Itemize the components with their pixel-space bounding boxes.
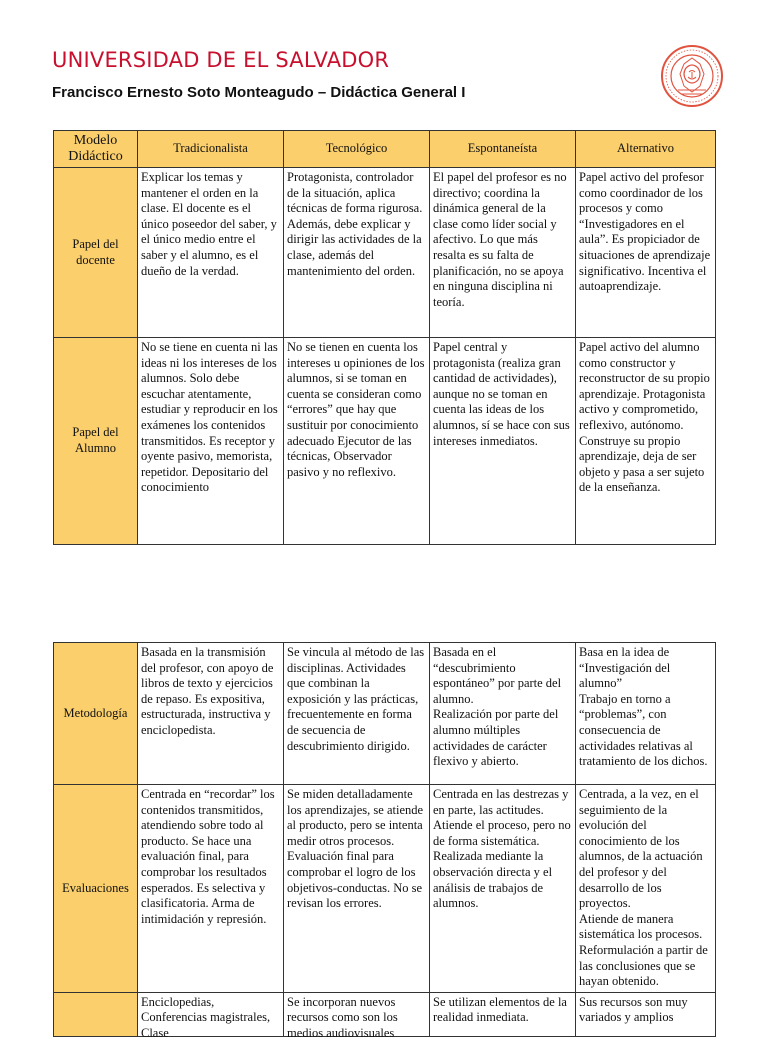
table-cell: Basada en la transmisión del profesor, con apoyo de libros de texto y ejercicios de repaso. Es expositiva, estructurada, instructiva y enciclopedista. [138, 643, 284, 785]
table-cell: No se tienen en cuenta los intereses u opiniones de los alumnos, si se toman en cuenta se consideran como “errores” que hay que sustituir por conocimiento adecuado Ejecutor de las técnicas, Observador pasivo y no reflexivo. [284, 338, 430, 545]
row-header: Papel del docente [54, 168, 138, 338]
table-cell [284, 992, 430, 1040]
row-header [54, 992, 138, 1036]
cell-text: Se incorporan nuevos recursos como son los medios audiovisuales [287, 994, 398, 1040]
column-header: Espontaneísta [430, 131, 576, 168]
cell-text: Enciclopedias, Conferencias magistrales, Clase [141, 994, 271, 1040]
table-cell [138, 992, 284, 1040]
table-cell: Centrada, a la vez, en el seguimiento de la evolución del conocimiento de los alumnos, de la actuación del profesor y del desarrollo de los proyectos. Atiende de manera sistemática los procesos. Reformulación a partir de las conclusiones que se hayan obtenido. [576, 785, 716, 993]
table-cell: Se vincula al método de las disciplinas. Actividades que combinan la exposición y las prácticas, frecuentemente en forma de secuencia de descubrimiento dirigido. [284, 643, 430, 785]
table-cell: El papel del profesor es no directivo; coordina la dinámica general de la clase como líder social y afectivo. Lo que más resalta es su falta de planificación, no se apoya en ninguna disciplina ni teoría. [430, 168, 576, 338]
university-seal-icon [660, 44, 724, 108]
table-cell: Explicar los temas y mantener el orden en la clase. El docente es el único poseedor del saber, y el único medio entre el saber y el alumno, es el dueño de la verdad. [138, 168, 284, 338]
row-header: Metodología [54, 643, 138, 785]
table-header-row [54, 131, 716, 168]
table-row [54, 168, 716, 338]
table-cell: Basa en la idea de “Investigación del alumno” Trabajo en torno a “problemas”, con consecuencia de actividades relativas al tratamiento de los dichos. [576, 643, 716, 785]
document-subtitle: Francisco Ernesto Soto Monteagudo – Didáctica General I [52, 84, 466, 101]
table-row [54, 785, 716, 993]
column-header: Tradicionalista [138, 131, 284, 168]
university-title: UNIVERSIDAD DE EL SALVADOR [52, 48, 390, 72]
didactic-models-table [53, 130, 716, 545]
row-header: Evaluaciones [54, 785, 138, 993]
table-cell [430, 992, 576, 1036]
table-cell [576, 992, 716, 1036]
table-row [54, 338, 716, 545]
table-cell: No se tiene en cuenta ni las ideas ni los intereses de los alumnos. Solo debe escuchar atentamente, estudiar y reproducir en los exámenes los contenidos transmitidos. Es receptor y oyente pasivo, memorista, repetidor. Depositario del conocimiento [138, 338, 284, 545]
table-cell: Se miden detalladamente los aprendizajes, se atiende al producto, pero se intenta medir otros procesos. Evaluación final para comprobar el logro de los objetivos-conductas. No se revisan los errores. [284, 785, 430, 993]
table-cell: Centrada en “recordar” los contenidos transmitidos, atendiendo sobre todo al producto. Se hace una evaluación final, para comprobar los resultados esperados. Es selectiva y clasificatoria. Arma de intimidación y represión. [138, 785, 284, 993]
table-cell: Protagonista, controlador de la situación, aplica técnicas de forma rigurosa. Además, debe explicar y dirigir las actividades de la clase, además del mantenimiento del orden. [284, 168, 430, 338]
table-row [54, 643, 716, 785]
column-header: Modelo Didáctico [54, 131, 138, 168]
table-cell: Centrada en las destrezas y en parte, las actitudes. Atiende el proceso, pero no de forma sistemática. Realizada mediante la observación directa y el análisis de trabajos de alumnos. [430, 785, 576, 993]
cell-text: Se utilizan elementos de la realidad inmediata. [433, 994, 567, 1025]
table-cell: Basada en el “descubrimiento espontáneo” por parte del alumno. Realización por parte del alumno múltiples actividades de carácter flexivo y abierto. [430, 643, 576, 785]
row-header: Papel del Alumno [54, 338, 138, 545]
column-header: Alternativo [576, 131, 716, 168]
didactic-models-table-continued [53, 642, 716, 1040]
table-row [54, 992, 716, 1036]
table-cell: Papel activo del alumno como constructor y reconstructor de su propio aprendizaje. Protagonista activo y comprometido, reflexivo, autónomo. Construye su propio aprendizaje, deja de ser objeto y pasa a ser sujeto de la enseñanza. [576, 338, 716, 545]
column-header: Tecnológico [284, 131, 430, 168]
cell-text: Sus recursos son muy variados y amplios [579, 994, 688, 1025]
table-cell: Papel activo del profesor como coordinador de los procesos y como “Investigadores en el aula”. Es propiciador de situaciones de aprendizaje significativo. Incentiva el autoaprendizaje. [576, 168, 716, 338]
table-cell: Papel central y protagonista (realiza gran cantidad de actividades), aunque no se toman en cuenta las ideas de los alumnos, sí se hace con sus intereses inmediatos. [430, 338, 576, 545]
